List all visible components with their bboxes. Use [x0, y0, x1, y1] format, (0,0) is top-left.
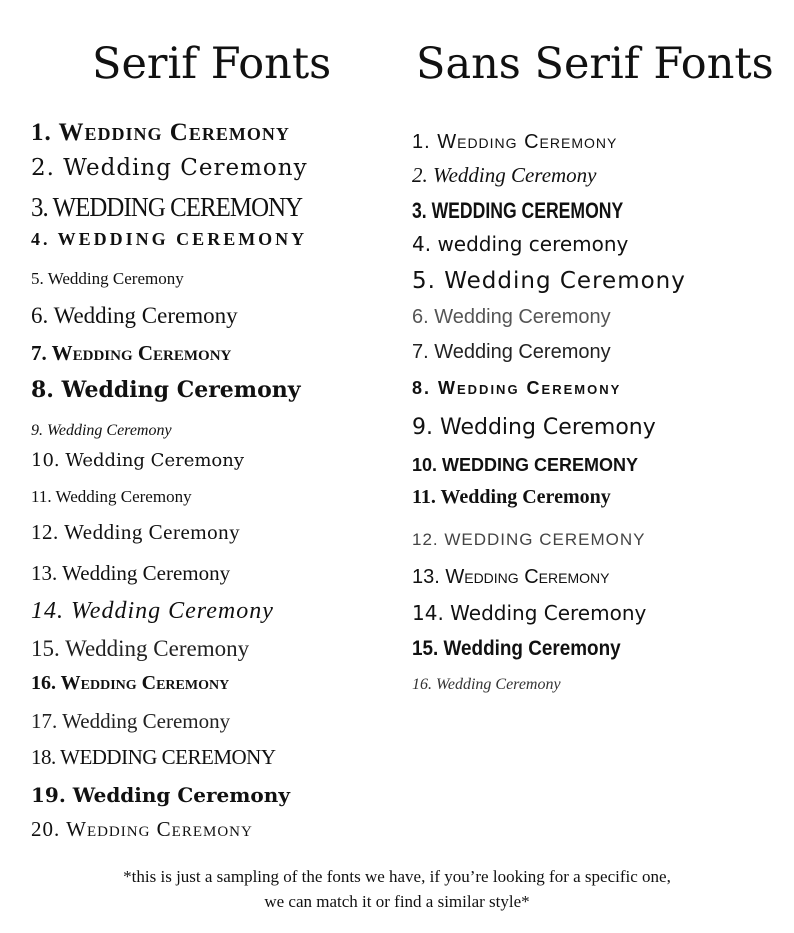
sans-font-sample-10: 10. WEDDING CEREMONY [412, 455, 639, 475]
serif-font-sample-7: 7. Wedding Ceremony [31, 341, 232, 365]
footnote-line-2: we can match it or find a similar style* [264, 892, 530, 911]
footnote [0, 864, 794, 914]
sans-font-sample-12: 12. WEDDING CEREMONY [412, 530, 646, 549]
sans-font-sample-7: 7. Wedding Ceremony [412, 341, 611, 363]
sans-font-sample-2: 2. Wedding Ceremony [412, 163, 597, 187]
serif-font-sample-5: 5. Wedding Ceremony [31, 269, 184, 288]
serif-font-sample-10: 10. Wedding Ceremony [31, 450, 245, 471]
serif-font-sample-14: 14. Wedding Ceremony [31, 598, 274, 624]
serif-font-sample-9: 9. Wedding Ceremony [31, 422, 172, 439]
serif-font-sample-6: 6. Wedding Ceremony [31, 303, 238, 328]
sans-font-sample-4: 4. wedding ceremony [412, 232, 629, 256]
sans-font-sample-1: 1. Wedding Ceremony [412, 131, 618, 153]
sans-font-sample-16: 16. Wedding Ceremony [412, 676, 561, 693]
sans-font-sample-6: 6. Wedding Ceremony [412, 306, 611, 328]
footnote-line-1: *this is just a sampling of the fonts we have, if you’re looking for a specific one, [123, 867, 671, 886]
sans-font-sample-11: 11. Wedding Ceremony [412, 486, 611, 508]
sans-font-sample-3: 3. WEDDING CEREMONY [412, 198, 624, 223]
serif-font-sample-19: 19. Wedding Ceremony [31, 783, 290, 807]
serif-font-sample-2: 2. Wedding Ceremony [31, 155, 308, 181]
serif-font-sample-3: 3. WEDDING CEREMONY [31, 192, 303, 222]
serif-font-sample-13: 13. Wedding Ceremony [31, 561, 231, 585]
serif-fonts-heading: Serif Fonts [92, 39, 332, 89]
serif-font-sample-8: 8. Wedding Ceremony [31, 377, 301, 403]
sans-font-sample-5: 5. Wedding Ceremony [412, 268, 686, 294]
serif-font-sample-16: 16. Wedding Ceremony [31, 672, 230, 694]
serif-font-sample-18: 18. WEDDING CEREMONY [31, 745, 276, 769]
serif-font-sample-4: 4. WEDDING CEREMONY [31, 229, 308, 249]
serif-font-sample-12: 12. Wedding Ceremony [31, 520, 241, 544]
serif-font-sample-1: 1. Wedding Ceremony [31, 119, 290, 146]
serif-font-sample-11: 11. Wedding Ceremony [31, 487, 192, 506]
sans-serif-fonts-heading: Sans Serif Fonts [416, 39, 774, 89]
serif-font-sample-15: 15. Wedding Ceremony [31, 636, 250, 661]
sans-font-sample-8: 8. Wedding Ceremony [412, 378, 622, 398]
sans-font-sample-14: 14. Wedding Ceremony [412, 601, 647, 625]
sans-font-sample-9: 9. Wedding Ceremony [412, 415, 656, 440]
serif-font-sample-17: 17. Wedding Ceremony [31, 709, 231, 733]
sans-font-sample-13: 13. Wedding Ceremony [412, 566, 610, 588]
serif-font-sample-20: 20. Wedding Ceremony [31, 817, 253, 841]
sans-font-sample-15: 15. Wedding Ceremony [412, 637, 621, 660]
